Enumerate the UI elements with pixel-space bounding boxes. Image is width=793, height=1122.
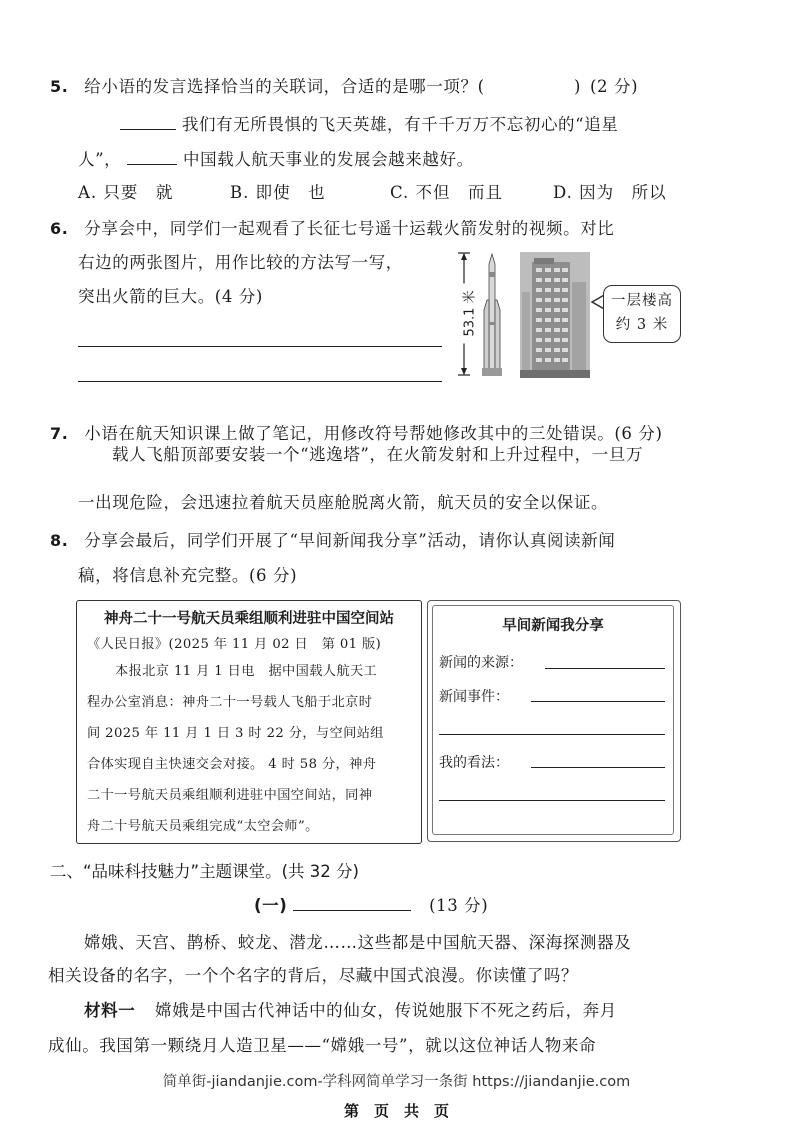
q5-sentence-1 bbox=[120, 113, 618, 136]
q5-sentence-2b: 中国载人航天事业的发展会越来越好。 bbox=[182, 150, 474, 169]
source-label: 新闻的来源： bbox=[439, 655, 523, 671]
material-1-label: 材料一 bbox=[84, 1001, 136, 1020]
q5-score: (2 分) bbox=[590, 77, 639, 96]
q7-paragraph-line-1[interactable]: 载人飞船顶部要安装一个“逃逸塔”，在火箭发射和上升过程中，一旦万 bbox=[112, 445, 644, 464]
building-image bbox=[520, 252, 590, 378]
news-line-1: 本报北京 11 月 1 日电 据中国载人航天工 bbox=[115, 664, 378, 679]
news-source: 《人民日报》(2025 年 11 月 02 日 第 01 版) bbox=[87, 637, 382, 652]
floor-height-callout bbox=[603, 285, 681, 343]
news-title: 神舟二十一号航天员乘组顺利进驻中国空间站 bbox=[104, 611, 394, 627]
q7-number: 7. bbox=[50, 424, 69, 443]
event-label: 新闻事件： bbox=[439, 689, 509, 705]
news-line-5: 二十一号航天员乘组顺利进驻中国空间站，同神 bbox=[87, 788, 373, 803]
section-2-intro-2: 相关设备的名字，一个个名字的背后，尽藏中国式浪漫。你读懂了吗？ bbox=[48, 966, 579, 985]
opinion-label: 我的看法： bbox=[439, 755, 509, 771]
part-1-label: (一) bbox=[254, 896, 288, 915]
news-share-card bbox=[427, 600, 681, 842]
callout-line-2: 约 3 米 bbox=[615, 317, 669, 333]
q8-number: 8. bbox=[50, 531, 69, 550]
q5-option-a[interactable]: A. 只要 就 bbox=[78, 183, 174, 202]
q5-sentence-2a: 人”， bbox=[78, 150, 122, 169]
q7-stem: 小语在航天知识课上做了笔记，用修改符号帮她修改其中的三处错误。(6 分) bbox=[84, 424, 663, 443]
part-1-title-blank[interactable] bbox=[293, 894, 411, 911]
q5-stem-line bbox=[50, 76, 639, 98]
q5-sentence-2 bbox=[78, 148, 474, 171]
q7-stem-line bbox=[50, 423, 663, 445]
section-2-title: 二、“品味科技魅力”主题课堂。(共 32 分) bbox=[50, 862, 359, 881]
callout-line-1: 一层楼高 bbox=[611, 293, 673, 309]
event-answer-line-2[interactable] bbox=[439, 734, 665, 735]
q5-blank-2[interactable] bbox=[127, 148, 177, 165]
q5-answer-paren: ) bbox=[574, 77, 582, 96]
q5-option-b[interactable]: B. 即使 也 bbox=[230, 183, 326, 202]
opinion-answer-line-1[interactable] bbox=[531, 767, 665, 768]
q5-number: 5. bbox=[50, 77, 69, 96]
q5-option-d[interactable]: D. 因为 所以 bbox=[553, 183, 667, 202]
q5-blank-1[interactable] bbox=[120, 113, 176, 130]
material-1-line-1 bbox=[84, 1000, 617, 1022]
news-article-box bbox=[76, 600, 422, 844]
part-1-score: (13 分) bbox=[429, 896, 489, 915]
news-line-3: 间 2025 年 11 月 1 日 3 时 22 分，与空间站组 bbox=[87, 726, 384, 741]
q6-answer-line-2[interactable] bbox=[78, 381, 442, 382]
q6-line-2: 右边的两张图片，用作比较的方法写一写， bbox=[78, 253, 403, 272]
part-1-heading bbox=[254, 894, 488, 917]
q6-line-1 bbox=[50, 218, 614, 240]
news-line-6: 舟二十号航天员乘组完成“太空会师”。 bbox=[87, 819, 319, 834]
event-answer-line-1[interactable] bbox=[531, 701, 665, 702]
page-number: 第 页 共 页 bbox=[343, 1102, 449, 1120]
q7-paragraph-line-2[interactable]: 一出现危险，会迅速拉着航天员座舱脱离火箭，航天员的安全以保证。 bbox=[78, 493, 609, 512]
rocket-height-label: 53.1 米 bbox=[459, 284, 478, 344]
q5-sentence-1-text: 我们有无所畏惧的飞天英雄，有千千万万不忘初心的“追星 bbox=[181, 115, 619, 134]
q5-answer-slot[interactable] bbox=[490, 76, 522, 98]
news-share-card-inner bbox=[432, 605, 674, 835]
share-card-title: 早间新闻我分享 bbox=[502, 618, 604, 634]
opinion-answer-line-2[interactable] bbox=[439, 800, 665, 801]
source-answer-line[interactable] bbox=[545, 668, 665, 669]
q6-answer-line-1[interactable] bbox=[78, 346, 442, 347]
news-line-4: 合体实现自主快速交会对接。 4 时 58 分，神舟 bbox=[87, 757, 377, 772]
section-2-intro-1: 嫦娥、天宫、鹊桥、蛟龙、潜龙……这些都是中国航天器、深海探测器及 bbox=[84, 933, 632, 952]
watermark-footer: 简单街-jiandanjie.com-学科网简单学习一条街 https://jiandanjie.com bbox=[162, 1074, 631, 1090]
q8-line-1 bbox=[50, 530, 615, 552]
q5-option-c[interactable]: C. 不但 而且 bbox=[390, 183, 504, 202]
rocket-image bbox=[478, 252, 506, 378]
q5-stem: 给小语的发言选择恰当的关联词，合适的是哪一项？( bbox=[84, 77, 485, 96]
q6-line-1-text: 分享会中，同学们一起观看了长征七号遥十运载火箭发射的视频。对比 bbox=[84, 219, 615, 238]
news-line-2: 程办公室消息：神舟二十一号载人飞船于北京时 bbox=[87, 695, 373, 710]
q6-line-3: 突出火箭的巨大。(4 分) bbox=[78, 287, 263, 306]
material-1-line-2: 成仙。我国第一颗绕月人造卫星——“嫦娥一号”，就以这位神话人物来命 bbox=[48, 1036, 597, 1055]
q6-number: 6. bbox=[50, 219, 69, 238]
q8-line-2: 稿，将信息补充完整。(6 分) bbox=[78, 566, 298, 585]
q8-line-1-text: 分享会最后，同学们开展了“早间新闻我分享”活动，请你认真阅读新闻 bbox=[84, 531, 616, 550]
material-1-text: 嫦娥是中国古代神话中的仙女，传说她服下不死之药后，奔月 bbox=[155, 1001, 617, 1020]
